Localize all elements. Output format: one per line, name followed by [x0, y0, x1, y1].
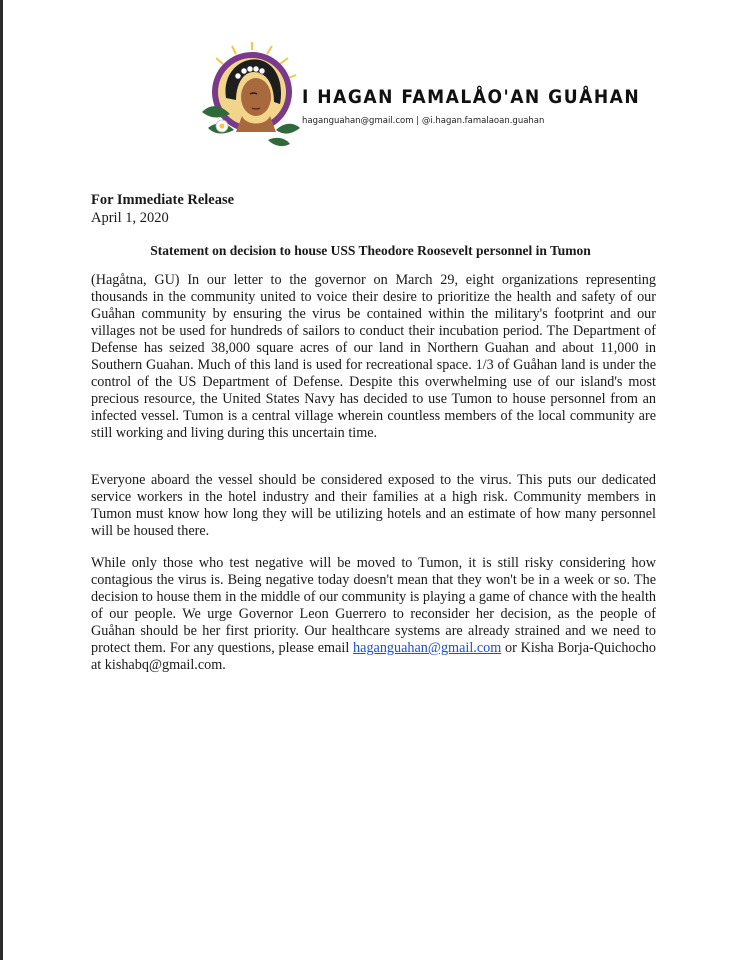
letterhead	[192, 42, 641, 152]
email-link[interactable]: haganguahan@gmail.com	[353, 640, 502, 656]
paragraph-2-text: Everyone aboard the vessel should be considered exposed to the virus. This puts our dedicated service workers in the hotel industry and their families at a high risk. Community members in Tumon must know how long they will be utilizing hotels and an estimate of how many personnel will be housed there.	[91, 472, 656, 539]
paragraph-3	[91, 555, 656, 674]
paragraph-3-after: or Kisha Borja-Quichocho at kishabq@gmail.com.	[91, 640, 656, 673]
woman-portrait-logo-icon	[192, 42, 302, 152]
org-contact-line	[302, 116, 544, 126]
release-label: For Immediate Release	[91, 192, 235, 208]
plumeria-flower-icon	[216, 120, 228, 132]
paragraph-1	[91, 272, 656, 442]
contact-separator: |	[416, 116, 420, 126]
org-name: I HAGAN FAMALÅO'AN GUÅHAN	[302, 86, 641, 108]
paragraph-3-before: While only those who test negative will be moved to Tumon, it is still risky considering how contagious the virus is. Being negative today doesn't mean that they won't be in a week or so. The decision to house them in the middle of our community is playing a game of chance with the health of our people. We urge Governor Leon Guerrero to reconsider her decision, as the people of Guåhan should be her first priority. Our healthcare systems are already strained and we need to protect them. For any questions, please email	[91, 555, 656, 656]
page-left-edge	[0, 0, 3, 960]
release-date: April 1, 2020	[91, 210, 169, 226]
paragraph-3-text	[91, 555, 656, 674]
paragraph-1-text: (Hagåtna, GU) In our letter to the governor on March 29, eight organizations representing thousands in the community united to voice their desire to prioritize the health and safety of our Guåhan community by ensuring the virus be contained within the military's footprint and our villages not be used for hundreds of sailors to conduct their incubation period. The Department of Defense has seized 38,000 square acres of our land in Northern Guahan and about 11,000 in Southern Guahan. Much of this land is used for recreational space. 1/3 of Guåhan land is under the control of the US Department of Defense. Despite this overwhelming use of our island's most precious resource, the United States Navy has decided to use Tumon to house personnel from an infected vessel. Tumon is a central village wherein countless members of the local community are still working and living during this uncertain time.	[91, 272, 656, 441]
statement-title: Statement on decision to house USS Theodore Roosevelt personnel in Tumon	[150, 243, 591, 258]
paragraph-2	[91, 472, 656, 540]
contact-email[interactable]: haganguahan@gmail.com	[302, 116, 414, 126]
contact-social-handle[interactable]: @i.hagan.famalaoan.guahan	[421, 116, 545, 126]
